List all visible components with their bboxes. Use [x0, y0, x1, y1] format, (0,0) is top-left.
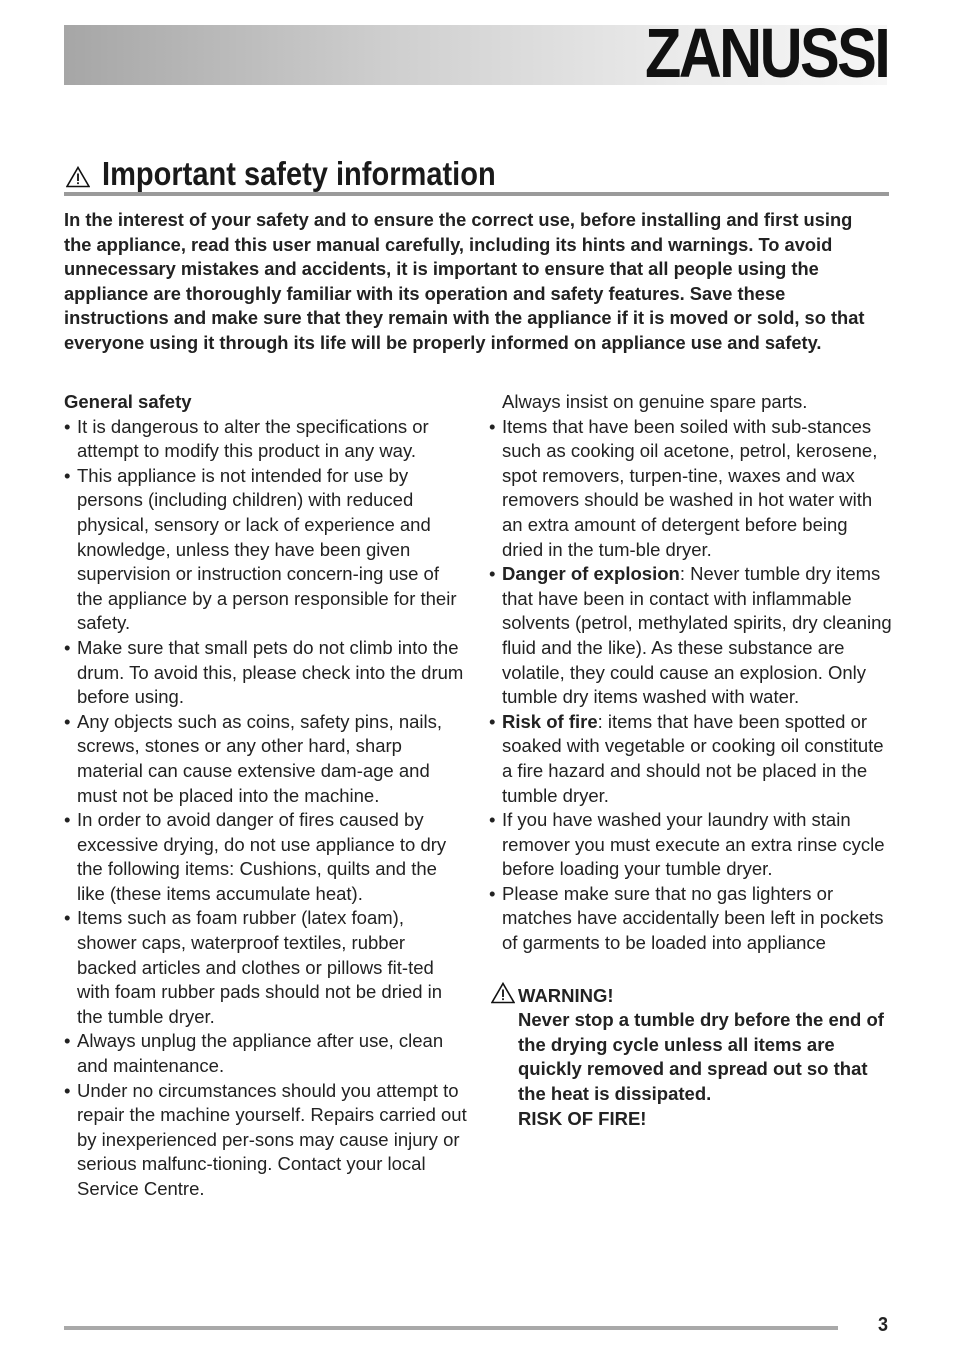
warning-line: Never stop a tumble dry before the end of the drying cycle unless all items are — [518, 1009, 884, 1055]
list-item: • If you have washed your laundry with stain remover you must execute an extra rinse cycle before loading your tumble dryer. — [489, 808, 893, 882]
warning-risk: RISK OF FIRE! — [518, 1107, 647, 1129]
list-item: • Any objects such as coins, safety pins, nails, screws, stones or any other hard, sharp material can cause extensive dam-age and must not be placed into the machine. — [64, 710, 468, 808]
right-column — [489, 390, 893, 1131]
list-item: • Always unplug the appliance after use, clean and maintenance. — [64, 1029, 468, 1078]
general-safety-heading: General safety — [64, 391, 192, 412]
general-safety-list — [64, 415, 468, 1202]
list-item: • Items that have been soiled with sub-stances such as cooking oil acetone, petrol, kerosene, spot removers, turpen-tine, waxes and wax removers should be washed in hot water with an extra amount of detergent before being dried in the tum-ble dryer. — [489, 415, 893, 563]
intro-paragraph: In the interest of your safety and to ensure the correct use, before installing and first using the appliance, read this user manual carefully, including its hints and warnings. To avoid unnecessary mistakes and accidents, it is important to ensure that all people using the appliance are thoroughly familiar with its operation and safety features. Save these instructions and make sure that they remain with the appliance if it is moved or sold, so that everyone using it through its life will be properly informed on appliance use and safety. — [64, 209, 865, 353]
title-row — [64, 152, 889, 196]
fire-label: Risk of fire — [502, 710, 598, 732]
warning-triangle-icon — [66, 166, 90, 188]
list-continuation: Always insist on genuine spare parts. — [502, 391, 808, 412]
page-title: Important safety information — [102, 155, 496, 192]
explosion-label: Danger of explosion — [502, 563, 680, 585]
right-safety-list — [489, 415, 893, 956]
list-item: • It is dangerous to alter the specifications or attempt to modify this product in any way. — [64, 415, 468, 464]
explosion-text: : Never tumble dry items that have been in contact with inflammable solvents (petrol, methylated spirits, dry cleaning fluid and the like). As these substance are volatile, they could cause an explosion. Only tumble dry items washed with water. — [502, 563, 892, 708]
list-item: • In order to avoid danger of fires caused by excessive drying, do not use appliance to dry the following items: Cushions, quilts and the like (these items accumulate heat). — [64, 808, 468, 906]
warning-box — [489, 984, 893, 1132]
brand-logo: ZANUSSI — [644, 14, 888, 92]
list-item: • Make sure that small pets do not climb into the drum. To avoid this, please check into the drum before using. — [64, 636, 468, 710]
list-item-explosion — [489, 562, 893, 710]
left-column — [64, 390, 468, 1202]
page-number: 3 — [878, 1314, 889, 1336]
warning-line: quickly removed and spread out so that the heat is dissipated. — [518, 1058, 868, 1105]
footer-rule — [64, 1326, 838, 1330]
list-item: • Items such as foam rubber (latex foam), shower caps, waterproof textiles, rubber backed articles and clothes or pillows fit-ted with foam rubber pads should not be dried in the tumble dryer. — [64, 906, 468, 1029]
warning-heading: WARNING! — [518, 984, 614, 1006]
fire-text: : items that have been spotted or soaked with vegetable or cooking oil constitute a fire hazard and should not be placed in the tumble dryer. — [502, 710, 884, 806]
list-item: • Under no circumstances should you attempt to repair the machine yourself. Repairs carried out by inexperienced per-sons may cause injury or serious malfunc-tioning. Contact your local Service Centre. — [64, 1079, 468, 1202]
list-item-fire — [489, 710, 893, 808]
list-item: • This appliance is not intended for use by persons (including children) with reduced physical, sensory or lack of experience and knowledge, unless they have been given supervision or instruction concern-ing use of the appliance by a person responsible for their safety. — [64, 464, 468, 636]
list-item: • Please make sure that no gas lighters or matches have accidentally been left in pockets of garments to be loaded into appliance — [489, 882, 893, 956]
warning-triangle-icon — [491, 982, 515, 1004]
